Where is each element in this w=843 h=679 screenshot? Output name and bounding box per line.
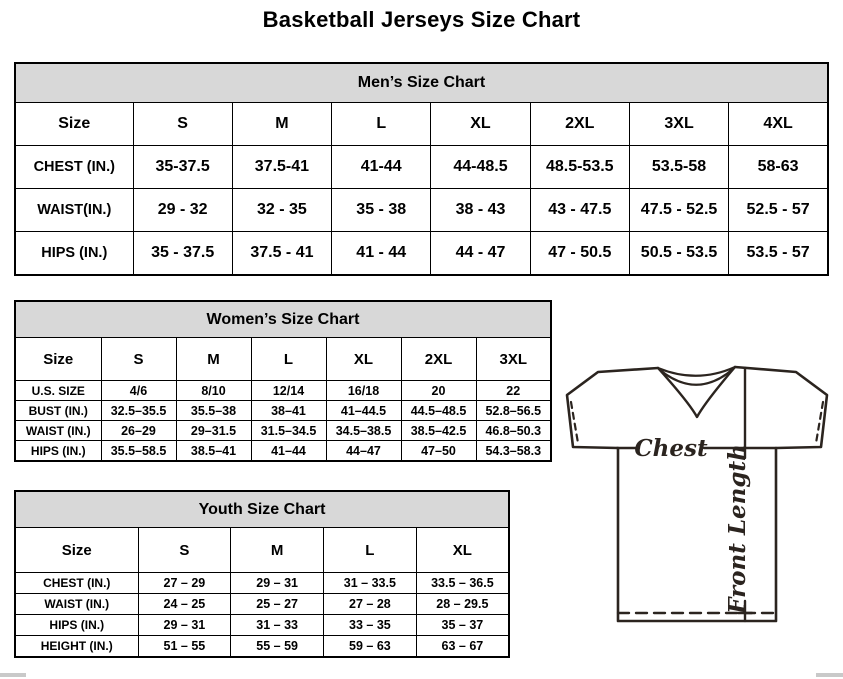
- value-cell: 35 – 37: [416, 615, 509, 636]
- value-cell: 29 – 31: [138, 615, 231, 636]
- page-title: Basketball Jerseys Size Chart: [262, 7, 581, 32]
- value-cell: 35-37.5: [133, 146, 232, 189]
- measure-label-cell: HIPS (IN.): [15, 232, 133, 276]
- womens-size-chart-table: [14, 300, 552, 462]
- value-cell: 47–50: [401, 441, 476, 462]
- value-cell: 52.8–56.5: [476, 401, 551, 421]
- table-row: [15, 381, 551, 401]
- value-cell: 34.5–38.5: [326, 421, 401, 441]
- value-cell: 32 - 35: [232, 189, 331, 232]
- value-cell: 31 – 33.5: [324, 573, 417, 594]
- value-cell: 38 - 43: [431, 189, 530, 232]
- size-label-cell: Size: [15, 528, 138, 573]
- value-cell: 27 – 29: [138, 573, 231, 594]
- value-cell: 37.5-41: [232, 146, 331, 189]
- value-cell: 12/14: [251, 381, 326, 401]
- table-row: [15, 421, 551, 441]
- measure-label-cell: U.S. SIZE: [15, 381, 101, 401]
- horizontal-scrollbar-fragment-right[interactable]: [816, 673, 843, 677]
- vneck-outline: [658, 367, 735, 417]
- value-cell: 33.5 – 36.5: [416, 573, 509, 594]
- value-cell: 29 – 31: [231, 573, 324, 594]
- table-caption: Men’s Size Chart: [15, 63, 828, 103]
- value-cell: 29 - 32: [133, 189, 232, 232]
- value-cell: 53.5 - 57: [729, 232, 828, 276]
- size-header-cell: S: [133, 103, 232, 146]
- value-cell: 38.5–41: [176, 441, 251, 462]
- measure-label-cell: WAIST (IN.): [15, 421, 101, 441]
- table-row: [15, 189, 828, 232]
- size-label-cell: Size: [15, 103, 133, 146]
- size-header-cell: S: [138, 528, 231, 573]
- value-cell: 35 - 38: [332, 189, 431, 232]
- value-cell: 44-48.5: [431, 146, 530, 189]
- table-row: [15, 232, 828, 276]
- table-caption: Youth Size Chart: [15, 491, 509, 528]
- value-cell: 41–44: [251, 441, 326, 462]
- table-row: [15, 594, 509, 615]
- value-cell: 32.5–35.5: [101, 401, 176, 421]
- chest-label: Chest: [634, 435, 708, 462]
- value-cell: 4/6: [101, 381, 176, 401]
- value-cell: 51 – 55: [138, 636, 231, 658]
- value-cell: 38–41: [251, 401, 326, 421]
- measure-label-cell: HEIGHT (IN.): [15, 636, 138, 658]
- table-row: [15, 573, 509, 594]
- value-cell: 41 - 44: [332, 232, 431, 276]
- size-header-cell: L: [251, 338, 326, 381]
- size-header-row: [15, 338, 551, 381]
- value-cell: 41–44.5: [326, 401, 401, 421]
- measure-label-cell: HIPS (IN.): [15, 441, 101, 462]
- value-cell: 46.8–50.3: [476, 421, 551, 441]
- size-header-cell: 2XL: [530, 103, 629, 146]
- size-header-cell: M: [231, 528, 324, 573]
- size-header-cell: XL: [326, 338, 401, 381]
- value-cell: 8/10: [176, 381, 251, 401]
- value-cell: 48.5-53.5: [530, 146, 629, 189]
- value-cell: 50.5 - 53.5: [629, 232, 728, 276]
- size-header-cell: L: [324, 528, 417, 573]
- value-cell: 26–29: [101, 421, 176, 441]
- measure-label-cell: HIPS (IN.): [15, 615, 138, 636]
- size-header-cell: M: [232, 103, 331, 146]
- collar-arc-outer: [658, 367, 735, 376]
- size-header-cell: XL: [416, 528, 509, 573]
- measure-label-cell: CHEST (IN.): [15, 573, 138, 594]
- table-caption: Women’s Size Chart: [15, 301, 551, 338]
- value-cell: 24 – 25: [138, 594, 231, 615]
- value-cell: 38.5–42.5: [401, 421, 476, 441]
- value-cell: 31 – 33: [231, 615, 324, 636]
- value-cell: 43 - 47.5: [530, 189, 629, 232]
- value-cell: 37.5 - 41: [232, 232, 331, 276]
- horizontal-scrollbar-fragment-left[interactable]: [0, 673, 26, 677]
- front-length-label: Front Length: [724, 444, 751, 614]
- value-cell: 35 - 37.5: [133, 232, 232, 276]
- value-cell: 20: [401, 381, 476, 401]
- measure-label-cell: CHEST (IN.): [15, 146, 133, 189]
- size-header-cell: 2XL: [401, 338, 476, 381]
- size-header-cell: L: [332, 103, 431, 146]
- value-cell: 29–31.5: [176, 421, 251, 441]
- value-cell: 58-63: [729, 146, 828, 189]
- size-header-cell: 4XL: [729, 103, 828, 146]
- size-label-cell: Size: [15, 338, 101, 381]
- size-header-cell: XL: [431, 103, 530, 146]
- value-cell: 28 – 29.5: [416, 594, 509, 615]
- value-cell: 53.5-58: [629, 146, 728, 189]
- youth-size-chart-table: [14, 490, 510, 658]
- table-row: [15, 146, 828, 189]
- value-cell: 44 - 47: [431, 232, 530, 276]
- mens-size-chart-table: [14, 62, 829, 276]
- value-cell: 25 – 27: [231, 594, 324, 615]
- value-cell: 59 – 63: [324, 636, 417, 658]
- size-header-row: [15, 103, 828, 146]
- value-cell: 44–47: [326, 441, 401, 462]
- value-cell: 27 – 28: [324, 594, 417, 615]
- table-row: [15, 441, 551, 462]
- size-header-row: [15, 528, 509, 573]
- size-header-cell: S: [101, 338, 176, 381]
- measure-label-cell: WAIST(IN.): [15, 189, 133, 232]
- value-cell: 44.5–48.5: [401, 401, 476, 421]
- value-cell: 47.5 - 52.5: [629, 189, 728, 232]
- value-cell: 41-44: [332, 146, 431, 189]
- value-cell: 16/18: [326, 381, 401, 401]
- value-cell: 54.3–58.3: [476, 441, 551, 462]
- measure-label-cell: WAIST (IN.): [15, 594, 138, 615]
- value-cell: 35.5–38: [176, 401, 251, 421]
- value-cell: 55 – 59: [231, 636, 324, 658]
- measure-label-cell: BUST (IN.): [15, 401, 101, 421]
- value-cell: 33 – 35: [324, 615, 417, 636]
- table-row: [15, 401, 551, 421]
- value-cell: 31.5–34.5: [251, 421, 326, 441]
- value-cell: 63 – 67: [416, 636, 509, 658]
- size-header-cell: 3XL: [629, 103, 728, 146]
- value-cell: 35.5–58.5: [101, 441, 176, 462]
- value-cell: 22: [476, 381, 551, 401]
- table-row: [15, 615, 509, 636]
- value-cell: 47 - 50.5: [530, 232, 629, 276]
- jersey-measurement-diagram: [558, 358, 840, 672]
- table-row: [15, 636, 509, 658]
- jersey-outline: [567, 367, 827, 621]
- size-header-cell: M: [176, 338, 251, 381]
- value-cell: 52.5 - 57: [729, 189, 828, 232]
- size-header-cell: 3XL: [476, 338, 551, 381]
